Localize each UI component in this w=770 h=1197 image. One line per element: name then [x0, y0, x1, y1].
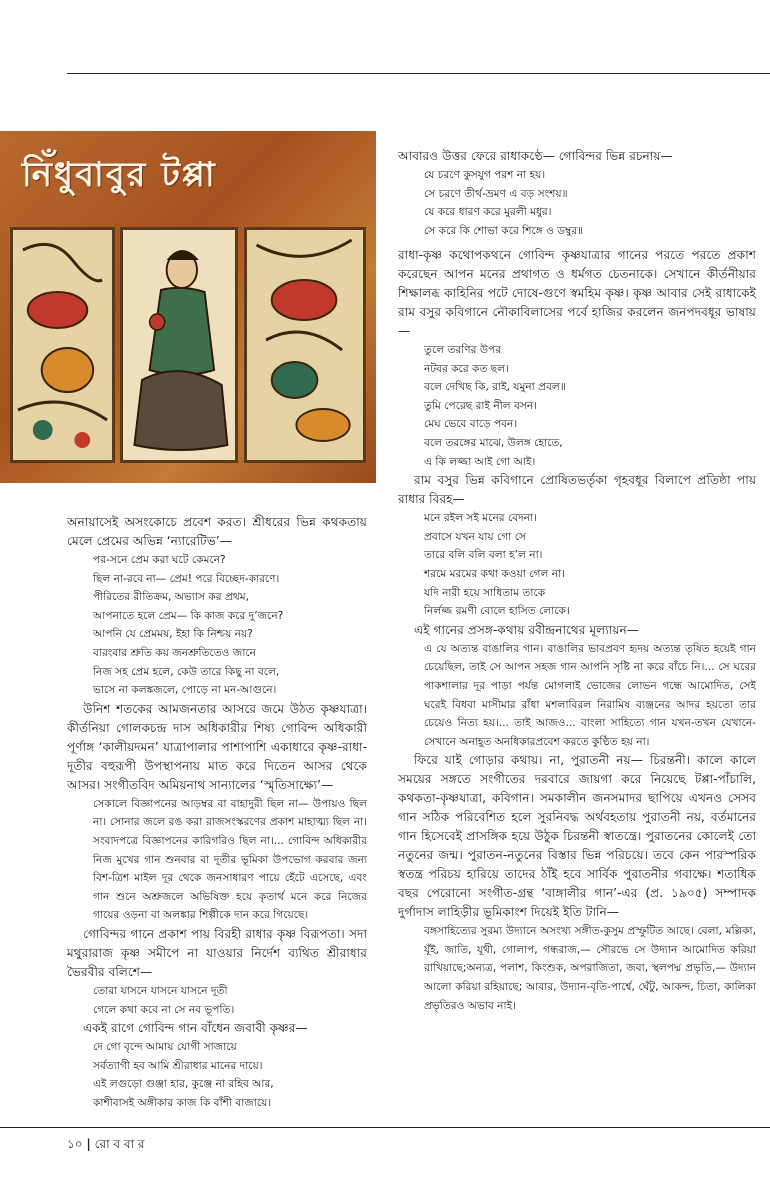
verse [67, 1038, 367, 1112]
verse-line: যে চরণে কুসযুগ পরশ না হয়। [424, 169, 546, 181]
verse-line: মনে রইল সই মনের বেদনা। [424, 512, 537, 525]
verse-line: প্রবাসে যখন যায় গো সে [424, 530, 527, 543]
magazine-name: রো ব বা র [94, 1137, 145, 1151]
verse-line: শরমে মরমের কথা কওয়া গেল না। [424, 567, 565, 580]
paragraph: উনিশ শতকের আমজনতার আসরে জমে উঠত কৃষ্ণযাত্রা। কীর্তনিয়া গোলকচন্দ্র দাস অধিকারীর শিষ্য গোবিন্দ অধিকারী পূর্ণাঙ্গ ‘কালীয়দমন’ যাত্রাপালার পাশাপাশি একাধারে কৃষ্ণ-রাধা-দূতীর বহুরূপী উপস্থাপনায় মাত করে দিতেন আসর থেকে আসর। সংগীতবিদ অমিয়নাথ সান্যালের ‘স্মৃতিসাক্ষ্যে’— [67, 701, 367, 792]
paragraph: একই রাগে গোবিন্দ গান বাঁধেন জবাবী কৃষ্ণর— [83, 1021, 308, 1036]
top-rule [67, 73, 770, 74]
artwork-panel-center [120, 227, 238, 463]
verse-line: এই লগুড়ো গুঞ্জা হার, কুঞ্জে না রহিব আর, [93, 1078, 274, 1091]
verse-line: তুলে তরণির উপর [424, 344, 502, 356]
verse-line: নিজ সহ প্রেম হলে, কেউ তারে কিছু না বলে, [93, 665, 280, 678]
verse-line: সে করে কি শোভা করে শিঙ্গে ও ডম্বুর॥ [424, 224, 584, 237]
verse-line: পর-সনে প্রেম করা ঘটে কেমনে? [93, 554, 226, 566]
artwork-panel-left [10, 227, 115, 463]
verse-line: নটবর করে কত ছল। [424, 362, 509, 375]
block-quote: এ যে অত্যন্ত বাঙালির গান। বাঙালির ভাবপ্রবণ হৃদয় অত্যন্ত তৃষিত হয়েই গান চেয়েছিল, তাই সে আপন সহজ গান আপনি সৃষ্টি না করে বাঁচে নি।... সে ঘরের পাকশালার দূর পাড়া পর্যন্ত মোগলাই ভোজের লোভন গন্ধে আমোদিত, সেই ঘরেই বিধবা মাসীমার রাঁধা মশলাবিরল নিরামিষ ব্যঞ্জনের আদর হয়তো তার চেয়েও নিত্য হয়।... তাই আজও... বাংলা সাহিত্যে গান যখন-তখন যেখানে-সেখানে অনাহূত অনধিকারপ্রবেশ করতে কুণ্ঠিত হয় না। [424, 642, 756, 748]
block-quote: বঙ্গসাহিত্যের সুরম্য উদ্যানে অসংখ্য সঙ্গীত-কুসুম প্রস্ফুটিত আছে। বেলা, মল্লিকা, যূঁই, জাতি, যূথী, গোলাপ, গন্ধরাজ,— সৌরভে সে উদ্যান আমোদিত করিয়া রাখিয়াছে;অন্যত্র, পলাশ, কিংশুক, অপরাজিতা, জবা, স্থলপদ্ম প্রভৃতি,— উদ্যান আলো করিয়া রহিয়াছে; আবার, উদ্যান-বৃতি-পার্শ্বে, ঘেঁটু, আকন্দ, চিতা, কালিকা প্রভৃতিরও অভাব নাই। [424, 925, 756, 1012]
paragraph: আবারও উত্তর ফেরে রাধাকণ্ঠে— গোবিন্দর ভিন্ন রচনায়— [398, 149, 673, 163]
paragraph: রাম বসুর ভিন্ন কবিগানে প্রোষিতভর্তৃকা গৃহবধূর বিলাপে প্রতিষ্ঠা পায় রাধার বিরহ— [398, 473, 756, 507]
verse-line: তারে বলি বলি বলা হ’ল না। [424, 549, 543, 562]
verse-line: মেঘ ভেবে বাড়ে পবন। [424, 418, 518, 431]
verse [67, 551, 367, 700]
verse-line: ছিল না-রবে না— প্রেম! পরে বিচ্ছেদ-কারণে। [93, 572, 280, 585]
verse-line: সর্বত্যাগী হব আমি শ্রীরাধার মানের দায়ে। [93, 1059, 263, 1072]
verse-line: বলে দেখিছ কি, রাই, যমুনা প্রবল॥ [424, 381, 566, 394]
verse-line: বারংবার শ্রুতি কয় জনশ্রুতিতেও জানে [93, 646, 256, 659]
verse-line: ভাসে না কলঙ্কজলে, পোড়ে না মন-আগুনে। [93, 684, 277, 697]
bottom-rule [0, 1127, 770, 1128]
verse-line: দে গো বৃন্দে আমায় যোগী সাজায়ে [93, 1041, 237, 1054]
verse-line: আপনি যে প্রেমময়, ইহা কি নিশ্চয় নয়? [93, 628, 253, 641]
artwork-panel-right [244, 227, 366, 463]
illustration-artwork [0, 131, 376, 483]
right-column-top [398, 147, 756, 240]
verse [398, 509, 756, 621]
block-quote: সেকালে বিজ্ঞাপনের আড়ম্বর বা বাহাদুরী ছিল না— উপায়ও ছিল না। সোনার জলে রঙ করা রাজসংস্করণের প্রকাশ মাহাত্ম্য ছিল না। সংবাদপত্রে বিজ্ঞাপনের কারিগরিও ছিল না।... গোবিন্দ অধিকারীর নিজ মুখের গান শুনবার বা দূতীর ভূমিকা উপভোগ করবার জন্য বিশ-ত্রিশ মাইল দূর থেকে জনসাধারণ পায়ে হেঁটে এসেছে, এবং গান শুনে অশ্রুজলে অভিষিক্ত হয়ে কৃতার্থ মনে করে নিজের গায়ের ওড়না বা অলঙ্কার শিল্পীকে দান করে গিয়েছে। [93, 797, 367, 922]
artwork-title: নিঁধুবাবুর টপ্পা [22, 155, 217, 195]
verse-line: গেলে কথা কবে না সে নব ভূপতি। [93, 1003, 235, 1016]
verse-line: সে চরণে তীর্থ-ভ্রমণ এ বড় সংশয়॥ [424, 187, 568, 200]
verse [398, 166, 756, 240]
right-column [398, 246, 756, 1015]
paragraph: অনায়াসেই অসংকোচে প্রবেশ করত। শ্রীধরের ভিন্ন কথকতায় মেলে প্রেমের অভিন্ন ‘ন্যারেটিভ’— [67, 515, 367, 548]
verse-line: তোরা যাসনে যাসনে যাসনে দূতী [93, 984, 228, 997]
verse-line: এ কি লজ্জা আই গো আই। [424, 455, 536, 468]
left-column [67, 513, 367, 1112]
verse-line: আপনাতে হলে প্রেম— কি কাজ করে দু’জনে? [93, 609, 284, 622]
paragraph: ফিরে যাই গোড়ার কথায়। না, পুরাতনী নয়— চিরন্তনী। কালে কালে সময়ের সঙ্গতে সংগীতের দরবারে জায়গা করে নিয়েছে টপ্পা-পাঁচালি, কথকতা-কৃষ্ণযাত্রা, কবিগান। সমকালীন জনসমাদর ছাপিয়ে এখনও সেসব গান সঠিক পরিবেশিত হলে সুরনিবদ্ধ অর্থবহতায় পুরাতনী নয়, বর্তমানের গান হিসেবেই প্রাসঙ্গিক হয়ে উঠুক চিরন্তনী স্বাতন্ত্রে। পুরাতনের কোলেই তো নতুনের জন্ম। পুরাতন-নতুনের বিস্তার ভিন্ন পরিচয়ে। তবে কেন পারস্পরিক স্বতন্ত্র পরিচয় হারিয়ে তাদের ঠাঁই হবে সার্বিক পুরাতনীর গবাক্ষে। শতাধিক বছর পেরোনো সংগীত-গ্রন্থ ‘বাঙ্গালীর গান’-এর (প্র. ১৯০৫) সম্পাদক দুর্গাদাস লাহিড়ীর ভূমিকাংশ দিয়েই ইতি টানি— [398, 753, 756, 920]
verse-line: নির্লজ্জ রমণী বোলে হাসিত লোকে। [424, 605, 570, 618]
verse-line: বলে তরঙ্গের মাঝে, উলঙ্গ হোতে, [424, 436, 563, 449]
verse-line: তুমি পেরেছ রাই নীল বসন। [424, 399, 537, 412]
page-footer [67, 1136, 144, 1156]
verse-line: যদি নারী হয়ে সাধিতাম তাকে [424, 586, 546, 599]
verse-line: পীরিতের রীতিক্রম, অভ্যাস কর প্রথম, [93, 591, 249, 604]
paragraph: রাধা-কৃষ্ণ কথোপকথনে গোবিন্দ কৃষ্ণযাত্রার গানের পরতে পরতে প্রকাশ করেছেন আপন মনের প্রথাগত ও ধর্মগত চেতনাকে। সেখানে কীর্তনীয়ার শিক্ষালব্ধ কাহিনির পটে দোষে-গুণে স্বমহিম কৃষ্ণ। কৃষ্ণ আবার সেই রাধাকেই রাম বসুর কবিগানে নৌকাবিলাসের পর্বে হাজির করলেন জনপদবধূর ভাষায়— [398, 248, 756, 338]
verse-line: যে করে ধারণ করে মুরলী মধুর। [424, 206, 552, 219]
verse [67, 982, 367, 1019]
footer-separator: | [86, 1137, 91, 1151]
verse [398, 341, 756, 471]
verse-line: কাশীবাসই অঙ্গীকার কাজ কি বাঁশী বাজায়ে। [93, 1096, 272, 1109]
page-number: ১০ [67, 1137, 83, 1151]
paragraph: গোবিন্দর গানে প্রকাশ পায় বিরহী রাধার কৃষ্ণ বিরূপতা। সদা মথুরারাজ কৃষ্ণ সমীপে না যাওয়ার নির্দেশ ব্যথিত শ্রীরাধার ভৈরবীর বলিশে— [67, 926, 367, 979]
paragraph: এই গানের প্রসঙ্গ-কথায় রবীন্দ্রনাথের মূল্যায়ন— [414, 622, 639, 637]
